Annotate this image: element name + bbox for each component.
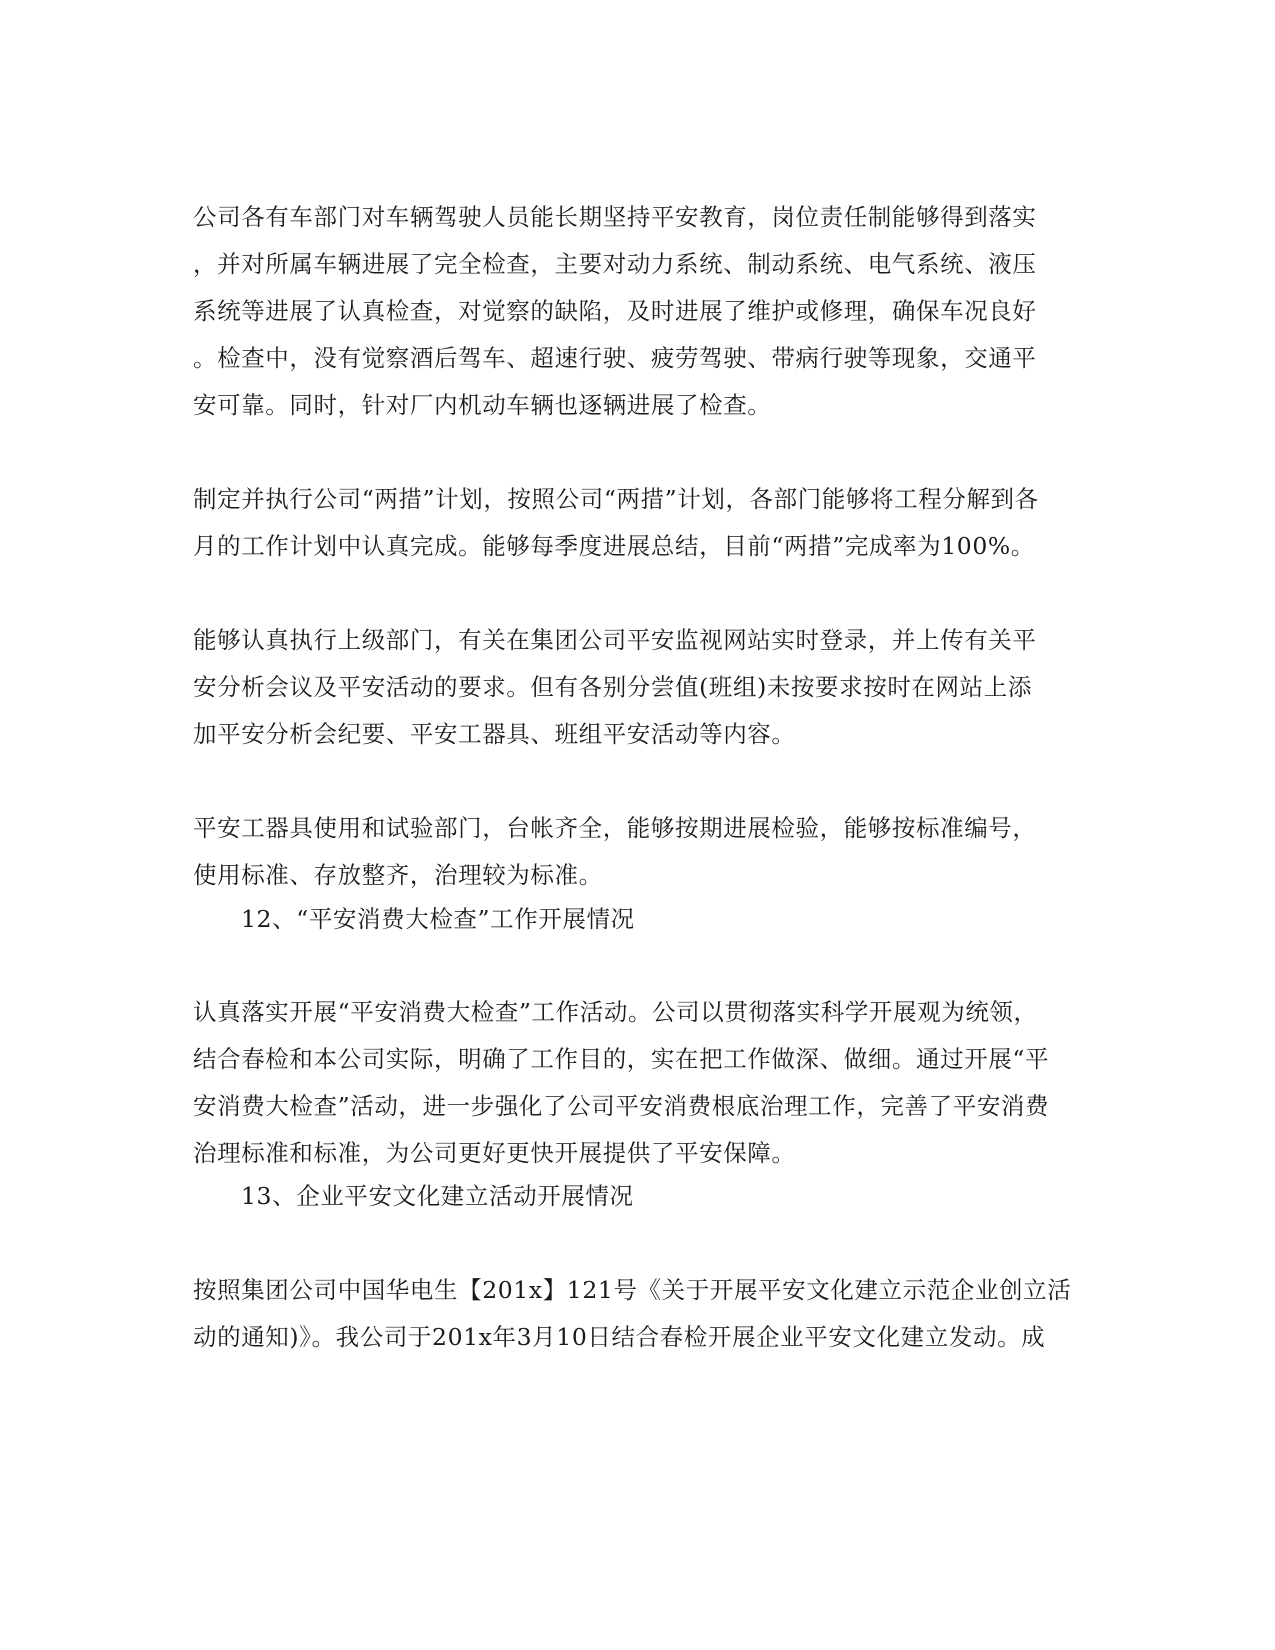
paragraph-vehicle-safety-line: ，并对所属车辆进展了完全检查，主要对动力系统、制动系统、电气系统、液压 xyxy=(193,250,1037,278)
paragraph-12-line: 治理标准和标准，为公司更好更快开展提供了平安保障。 xyxy=(193,1139,796,1167)
paragraph-12-line: 结合春检和本公司实际，明确了工作目的，实在把工作做深、做细。通过开展“平 xyxy=(193,1045,1050,1073)
paragraph-two-measures-line: 制定并执行公司“两措”计划，按照公司“两措”计划，各部门能够将工程分解到各 xyxy=(193,485,1039,513)
section-heading-13: 13、企业平安文化建立活动开展情况 xyxy=(241,1182,634,1210)
paragraph-website-login-line: 加平安分析会纪要、平安工器具、班组平安活动等内容。 xyxy=(193,720,796,748)
paragraph-two-measures-line: 月的工作计划中认真完成。能够每季度进展总结，目前“两措”完成率为100%。 xyxy=(193,532,1035,560)
paragraph-13-line: 按照集团公司中国华电生【201x】121号《关于开展平安文化建立示范企业创立活 xyxy=(193,1276,1072,1304)
paragraph-vehicle-safety-line: 安可靠。同时，针对厂内机动车辆也逐辆进展了检查。 xyxy=(193,391,772,419)
paragraph-website-login-line: 能够认真执行上级部门，有关在集团公司平安监视网站实时登录，并上传有关平 xyxy=(193,626,1037,654)
paragraph-vehicle-safety-line: 。检查中，没有觉察酒后驾车、超速行驶、疲劳驾驶、带病行驶等现象，交通平 xyxy=(193,344,1037,372)
section-heading-12: 12、“平安消费大检查”工作开展情况 xyxy=(241,905,635,933)
paragraph-tools-line: 使用标准、存放整齐，治理较为标准。 xyxy=(193,861,603,889)
paragraph-13-line: 动的通知)》。我公司于201x年3月10日结合春检开展企业平安文化建立发动。成 xyxy=(193,1323,1046,1351)
paragraph-12-line: 安消费大检查”活动，进一步强化了公司平安消费根底治理工作，完善了平安消费 xyxy=(193,1092,1050,1120)
paragraph-tools-line: 平安工器具使用和试验部门，台帐齐全，能够按期进展检验，能够按标准编号， xyxy=(193,814,1037,842)
paragraph-vehicle-safety-line: 公司各有车部门对车辆驾驶人员能长期坚持平安教育，岗位责任制能够得到落实 xyxy=(193,203,1037,231)
paragraph-12-line: 认真落实开展“平安消费大检查”工作活动。公司以贯彻落实科学开展观为统领， xyxy=(193,998,1038,1026)
paragraph-website-login-line: 安分析会议及平安活动的要求。但有各别分尝值(班组)未按要求按时在网站上添 xyxy=(193,673,1032,701)
paragraph-vehicle-safety-line: 系统等进展了认真检查，对觉察的缺陷，及时进展了维护或修理，确保车况良好 xyxy=(193,297,1037,325)
